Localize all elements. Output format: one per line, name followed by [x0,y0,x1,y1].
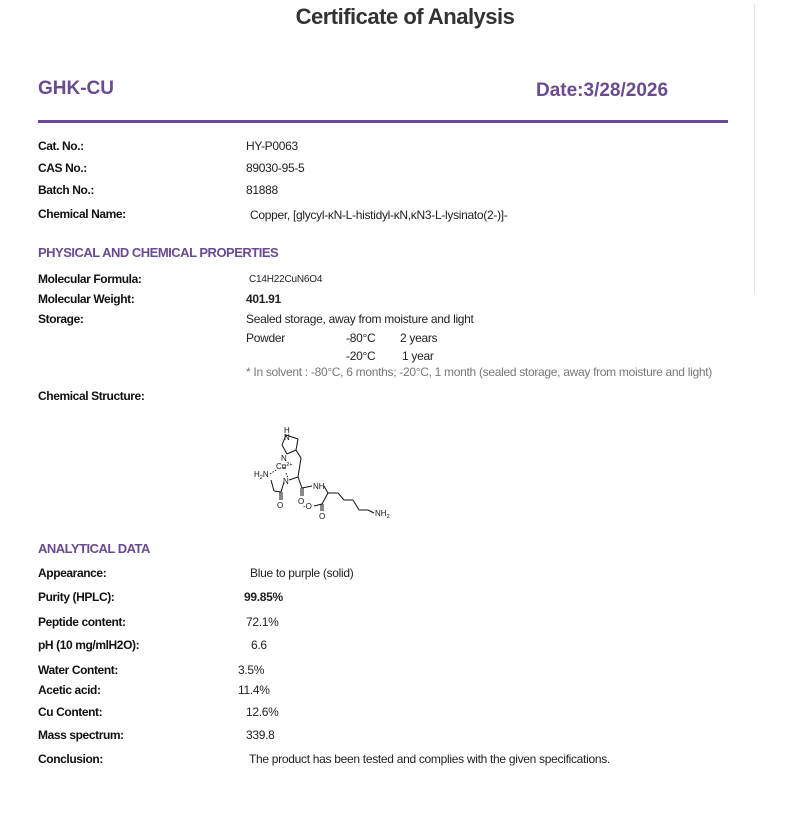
structure-o3: O [319,512,326,521]
structure-n-top: N [284,433,290,442]
appearance-label: Appearance: [38,566,107,580]
ph-label: pH (10 mg/mlH2O): [38,638,140,652]
powder-label: Powder [246,331,285,345]
conclusion-value: The product has been tested and complies with the given specifications. [249,752,610,766]
structure-n-ring: N [281,454,287,463]
cat-no-value: HY-P0063 [246,139,298,153]
storage-duration-1: 2 years [400,331,438,345]
mass-spectrum-value: 339.8 [246,728,275,742]
peptide-content-value: 72.1% [246,615,279,629]
purity-label: Purity (HPLC): [38,590,115,604]
structure-nh2: $NH_2$ [375,509,390,520]
solvent-storage-note: * In solvent : -80°C, 6 months; -20°C, 1 month (sealed storage, away from moisture and light) [246,365,712,379]
molecular-formula-value: C14H22CuN6O4 [249,274,323,285]
chemical-name-label: Chemical Name: [38,207,126,221]
molecular-weight-value: 401.91 [246,292,281,306]
conclusion-label: Conclusion: [38,752,103,766]
batch-no-value: 81888 [246,183,278,197]
storage-value: Sealed storage, away from moisture and light [246,312,474,326]
storage-duration-2: 1 year [402,349,434,363]
storage-temp-2: -20°C [346,349,376,363]
chemical-name-value: Copper, [glycyl-κN-L-histidyl-κN,κN3-L-lysinato(2-)]- [250,208,508,222]
cas-no-value: 89030-95-5 [246,161,305,175]
structure-o2: O [277,501,284,510]
chemical-structure-label: Chemical Structure: [38,389,145,403]
cu-content-value: 12.6% [246,705,279,719]
document-title: Certificate of Analysis [295,4,515,29]
structure-nh: NH [313,482,325,491]
structure-o1: O [298,497,305,506]
water-content-value: 3.5% [238,663,265,677]
batch-no-label: Batch No.: [38,183,95,197]
appearance-value: Blue to purple (solid) [250,566,354,580]
analytical-data-heading: ANALYTICAL DATA [38,541,150,556]
physical-properties-heading: PHYSICAL AND CHEMICAL PROPERTIES [38,245,279,260]
ph-value: 6.6 [251,638,267,652]
molecular-weight-label: Molecular Weight: [38,292,135,306]
structure-h2n: $H_2N$ [254,470,269,481]
chemical-structure-diagram [250,420,410,525]
structure-nh-top: H [284,426,290,435]
structure-o-minus: -O [303,502,312,511]
structure-n-mid: N [283,477,289,486]
molecular-formula-label: Molecular Formula: [38,272,142,286]
purity-value: 99.85% [244,590,283,604]
storage-temp-1: -80°C [346,331,376,345]
product-name: GHK-CU [38,78,114,99]
cat-no-label: Cat. No.: [38,139,84,153]
header-divider [38,120,728,123]
cas-no-label: CAS No.: [38,161,87,175]
storage-label: Storage: [38,312,84,326]
structure-cu: $Cu^{2+}$ [276,462,293,471]
page-edge-line [754,4,755,293]
certificate-date: Date:3/28/2026 [536,80,669,101]
cu-content-label: Cu Content: [38,705,103,719]
acetic-acid-label: Acetic acid: [38,683,101,697]
acetic-acid-value: 11.4% [238,683,270,697]
water-content-label: Water Content: [38,663,118,677]
mass-spectrum-label: Mass spectrum: [38,728,124,742]
peptide-content-label: Peptide content: [38,615,126,629]
